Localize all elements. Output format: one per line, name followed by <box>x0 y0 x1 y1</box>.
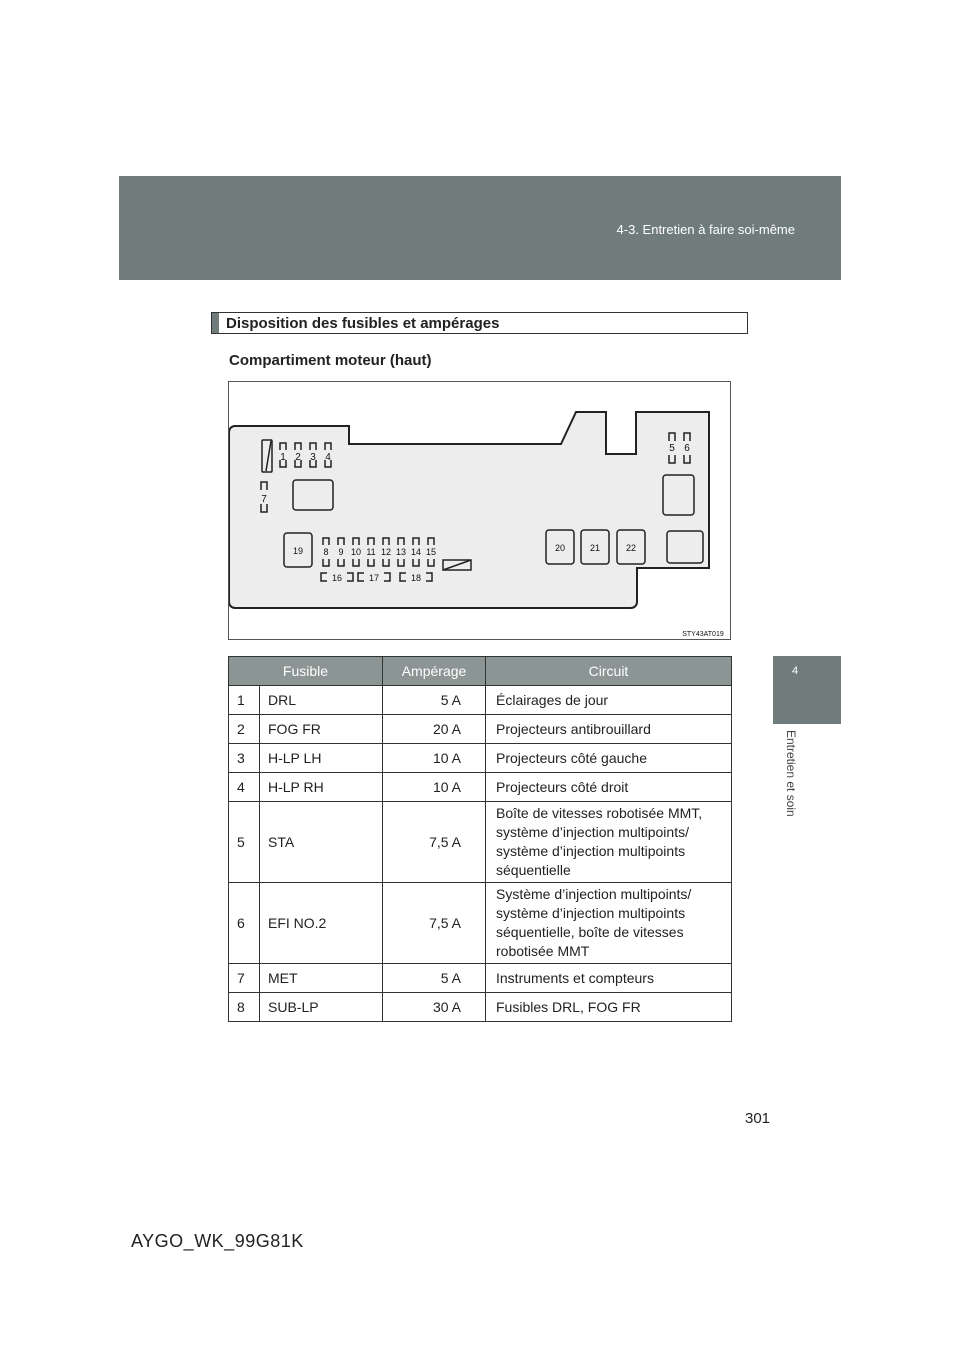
fuse-name: MET <box>260 964 383 993</box>
col-header-fuse: Fusible <box>229 657 383 686</box>
chapter-tab <box>773 656 841 724</box>
fuse-label: 19 <box>292 546 304 556</box>
page-number: 301 <box>745 1110 771 1127</box>
fuse-number: 5 <box>229 802 260 883</box>
fuse-amperage: 7,5 A <box>383 883 486 964</box>
fuse-label: 11 <box>366 547 376 557</box>
circuit-line: système d’injection multipoints/ <box>496 824 689 840</box>
fuse-name: H-LP LH <box>260 744 383 773</box>
fuse-label: 12 <box>380 547 392 557</box>
fuse-number: 2 <box>229 715 260 744</box>
fuse-amperage: 5 A <box>383 686 486 715</box>
fuse-number: 3 <box>229 744 260 773</box>
fuse-box-diagram <box>228 381 731 640</box>
circuit-line: Projecteurs côté gauche <box>496 749 647 766</box>
circuit-line: Fusibles DRL, FOG FR <box>496 998 641 1015</box>
fuse-name: STA <box>260 802 383 883</box>
fuse-circuit <box>486 802 732 883</box>
chapter-number: 4 <box>792 665 799 677</box>
fuse-circuit <box>486 744 732 773</box>
fuse-number: 8 <box>229 993 260 1022</box>
circuit-line: Système d’injection multipoints/ <box>496 886 692 902</box>
fuse-amperage: 20 A <box>383 715 486 744</box>
fuse-name: EFI NO.2 <box>260 883 383 964</box>
section-heading <box>211 312 748 334</box>
fuse-table <box>228 656 732 1022</box>
fuse-label: 14 <box>410 547 422 557</box>
circuit-line: robotisée MMT <box>496 943 590 959</box>
circuit-line: système d’injection multipoints <box>496 843 686 859</box>
fuse-name: H-LP RH <box>260 773 383 802</box>
circuit-line: séquentielle <box>496 862 571 878</box>
fuse-label: 3 <box>310 452 316 463</box>
fuse-box-svg <box>229 382 732 641</box>
fuse-label: 22 <box>625 543 637 553</box>
fuse-circuit <box>486 964 732 993</box>
fuse-label: 17 <box>368 573 380 583</box>
circuit-line: Boîte de vitesses robotisée MMT, <box>496 805 703 821</box>
fuse-label: 8 <box>323 547 329 557</box>
heading-accent-bar <box>212 313 219 333</box>
fuse-circuit <box>486 993 732 1022</box>
fuse-label: 10 <box>350 547 362 557</box>
fuse-circuit <box>486 773 732 802</box>
fuse-amperage: 10 A <box>383 744 486 773</box>
figure-code: STY43AT019 <box>682 631 724 638</box>
circuit-line: séquentielle, boîte de vitesses <box>496 924 684 940</box>
fuse-amperage: 30 A <box>383 993 486 1022</box>
fuse-circuit <box>486 715 732 744</box>
fuse-label: 1 <box>280 452 286 463</box>
fuse-label: 6 <box>684 443 690 454</box>
chapter-label <box>776 730 812 880</box>
fuse-label: 5 <box>669 443 675 454</box>
fuse-amperage: 7,5 A <box>383 802 486 883</box>
table-row <box>229 802 732 883</box>
table-row <box>229 715 732 744</box>
col-header-circuit: Circuit <box>486 657 732 686</box>
section-heading-text: Disposition des fusibles et ampérages <box>226 315 500 332</box>
fuse-name: FOG FR <box>260 715 383 744</box>
fuse-label: 13 <box>395 547 407 557</box>
col-header-amperage: Ampérage <box>383 657 486 686</box>
fuse-label: 15 <box>425 547 437 557</box>
subheading: Compartiment moteur (haut) <box>229 352 432 369</box>
document-code: AYGO_WK_99G81K <box>131 1231 304 1251</box>
fuse-label: 16 <box>331 573 343 583</box>
circuit-line: Éclairages de jour <box>496 691 609 708</box>
fuse-label: 21 <box>589 543 601 553</box>
fuse-name: DRL <box>260 686 383 715</box>
chapter-label-text: Entretien et soin <box>784 730 798 817</box>
section-title: 4-3. Entretien à faire soi-même <box>616 222 795 237</box>
fuse-label: 9 <box>338 547 344 557</box>
table-header-row <box>229 657 732 686</box>
circuit-line: Projecteurs côté droit <box>496 778 629 795</box>
fuse-label: 4 <box>325 452 331 463</box>
table-row <box>229 993 732 1022</box>
circuit-line: Projecteurs antibrouillard <box>496 720 651 737</box>
table-row <box>229 964 732 993</box>
table-row <box>229 686 732 715</box>
circuit-line: système d’injection multipoints <box>496 905 686 921</box>
fuse-number: 7 <box>229 964 260 993</box>
fuse-amperage: 5 A <box>383 964 486 993</box>
fuse-number: 6 <box>229 883 260 964</box>
table-row <box>229 883 732 964</box>
fuse-amperage: 10 A <box>383 773 486 802</box>
fuse-circuit <box>486 686 732 715</box>
fuse-number: 1 <box>229 686 260 715</box>
fuse-name: SUB-LP <box>260 993 383 1022</box>
circuit-line: Instruments et compteurs <box>496 969 654 986</box>
header-band <box>119 176 841 280</box>
fuse-number: 4 <box>229 773 260 802</box>
fuse-label: 20 <box>554 543 566 553</box>
fuse-label: 2 <box>295 452 301 463</box>
table-row <box>229 744 732 773</box>
fuse-label: 7 <box>261 494 267 505</box>
fuse-label: 18 <box>410 573 422 583</box>
table-row <box>229 773 732 802</box>
fuse-circuit <box>486 883 732 964</box>
